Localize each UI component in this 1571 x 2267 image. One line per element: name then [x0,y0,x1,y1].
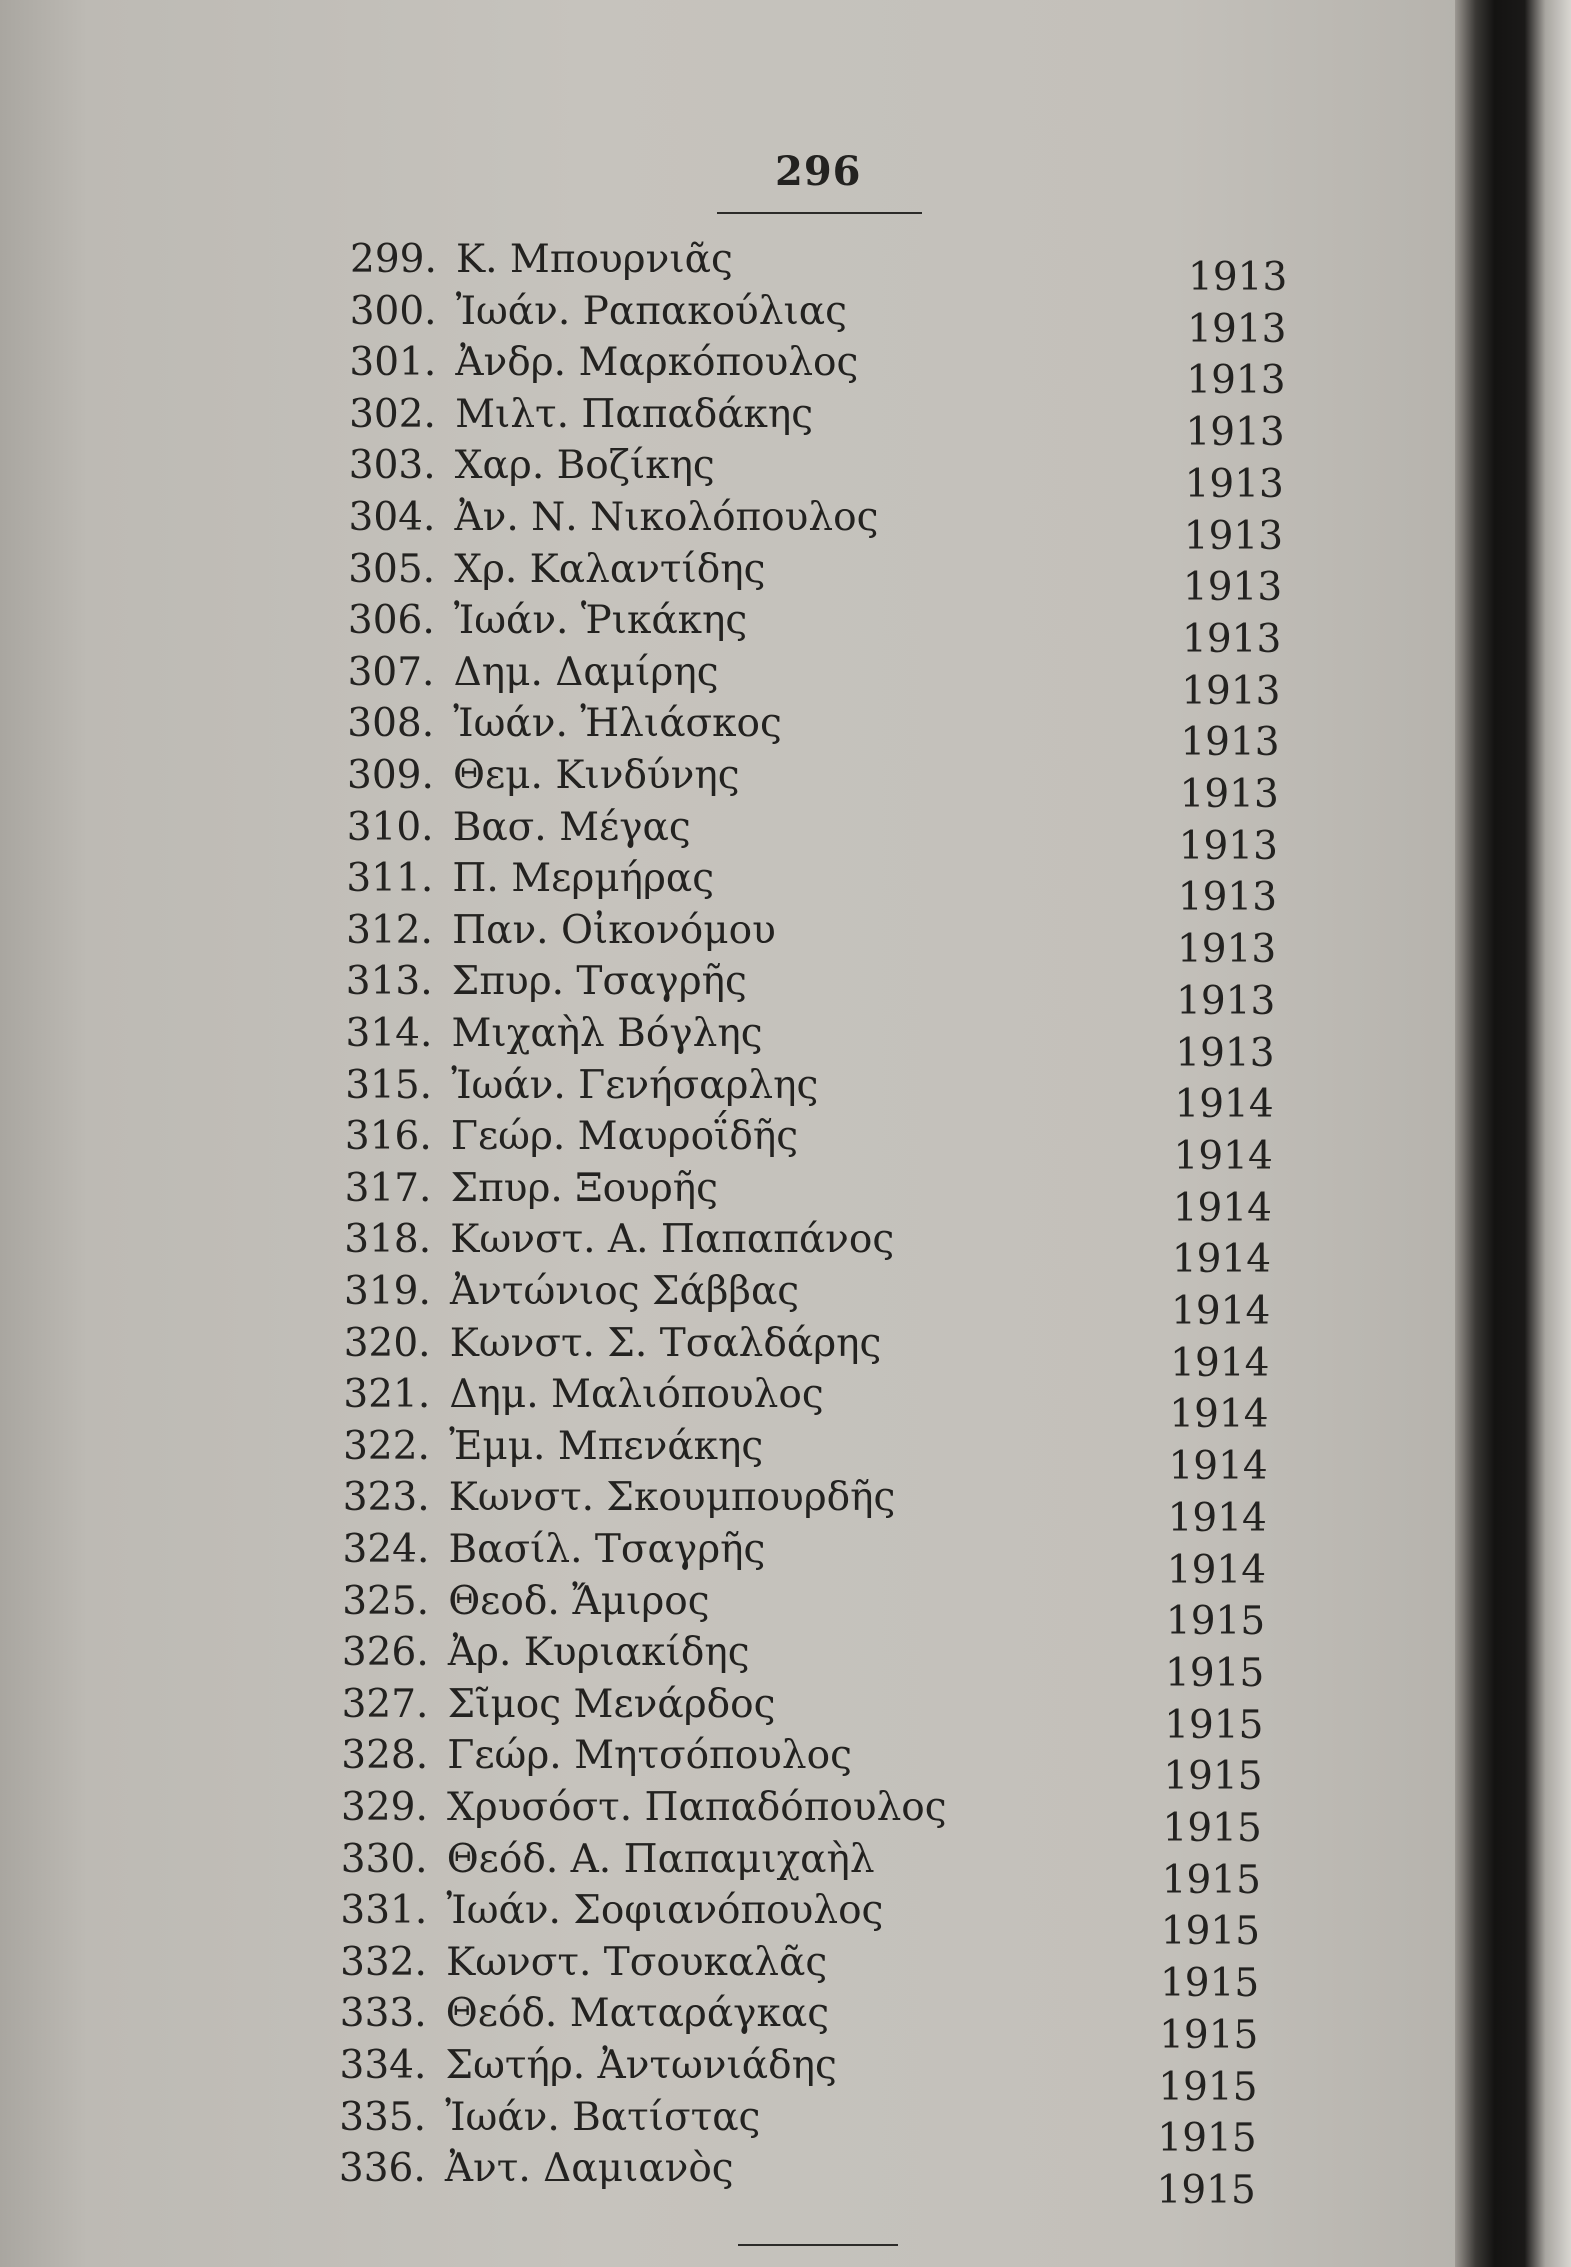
entry-year: 1913 [1176,927,1277,973]
entry-year: 1914 [1172,1185,1272,1231]
entry-year: 1913 [1185,410,1285,456]
entry-name: Ἀρ. Κυριακίδης [447,1630,750,1676]
entry-year: 1913 [1188,255,1288,300]
entry-name: Μιλτ. Παπαδάκης [455,391,814,437]
entry-name: Ἀνδρ. Μαρκόπουλος [455,340,859,386]
entry-number: 316. [344,1114,432,1160]
entry-year: 1915 [1161,1857,1261,1903]
entry-name: Ἰωάν. Βατίστας [445,2094,761,2140]
entry-year: 1913 [1177,875,1278,921]
entry-number: 311. [346,856,434,902]
entry-name: Βασ. Μέγας [452,804,691,850]
entry-name: Χαρ. Βοζίκης [454,443,715,489]
entry-year: 1913 [1187,306,1287,352]
entry-year: 1915 [1156,2167,1256,2213]
entry-number: 325. [342,1578,430,1624]
entry-number: 305. [348,546,436,592]
entry-name: Θεόδ. Α. Παπαμιχαὴλ [446,1836,875,1882]
entry-number: 301. [349,340,437,386]
entry-number: 315. [345,1062,433,1108]
entry-name: Παν. Οἰκονόμου [452,907,776,953]
entry-number: 326. [341,1630,429,1676]
entry-name: Ἰωάν. Ῥικάκης [453,598,748,644]
entry-name: Βασίλ. Τσαγρῆς [448,1527,766,1572]
entry-number: 322. [343,1423,430,1469]
entry-name: Ἰωάν. Ραπακούλιας [455,288,847,334]
entry-year: 1915 [1164,1702,1264,1748]
entry-number: 306. [347,598,435,644]
entry-year: 1915 [1165,1650,1265,1696]
entry-name: Θεοδ. Ἄμιρος [448,1578,710,1624]
entry-number: 331. [340,1888,428,1934]
entry-year: 1915 [1159,2012,1259,2058]
entry-name: Ἰωάν. Γενήσαρλης [451,1062,819,1108]
entry-number: 330. [340,1836,428,1882]
entry-number: 314. [345,1011,433,1056]
entry-year: 1913 [1182,616,1282,662]
entry-number: 309. [347,753,434,798]
entry-name: Ἀντ. Δαμιανὸς [444,2146,734,2192]
entry-year: 1913 [1180,720,1280,766]
entry-number: 327. [341,1681,429,1727]
entry-year: 1914 [1168,1444,1268,1490]
entry-name: Γεώρ. Μητσόπουλος [447,1733,852,1779]
entry-number: 329. [341,1785,428,1830]
page-number: 296 [775,148,862,195]
entry-number: 321. [343,1372,431,1418]
entry-year: 1913 [1176,978,1276,1024]
entry-number: 317. [344,1165,432,1211]
entry-year: 1913 [1178,823,1278,869]
entry-year: 1914 [1167,1495,1267,1541]
entry-number: 302. [349,391,436,437]
entry-number: 312. [346,907,433,953]
entry-name: Θεόδ. Ματαράγκας [445,1991,830,2037]
entry-number: 320. [343,1320,431,1366]
entry-year: 1913 [1183,513,1284,559]
entry-year: 1914 [1170,1340,1270,1386]
entry-number: 335. [339,2094,427,2140]
entry-number: 303. [348,443,436,489]
book-binding-shadow [1455,0,1571,2267]
entry-name: Κωνστ. Τσουκαλᾶς [446,1939,828,1985]
entry-number: 332. [340,1939,427,1985]
entry-number: 307. [347,649,435,695]
entry-name: Κωνστ. Σκουμπουρδῆς [448,1475,896,1521]
entry-name: Σῖμος Μενάρδος [447,1681,776,1727]
entry-name: Ἰωάν. Ἠλιάσκος [453,701,782,747]
entry-number: 310. [346,804,434,850]
entry-name: Γεώρ. Μαυροΐδῆς [450,1114,799,1160]
entry-year: 1913 [1184,461,1284,507]
entry-name: Θεμ. Κινδύνης [453,753,740,798]
entry-year: 1915 [1160,1909,1261,1955]
entry-name: Ἀν. Ν. Νικολόπουλος [454,495,879,540]
entry-number: 328. [341,1733,429,1779]
entry-name: Σπυρ. Τσαγρῆς [451,959,747,1005]
entry-number: 300. [349,288,437,334]
entry-name: Κωνστ. Α. Παπαπάνος [450,1217,895,1263]
entry-year: 1915 [1157,2116,1257,2162]
entry-number: 299. [350,237,437,282]
entry-year: 1915 [1162,1806,1262,1851]
entry-name: Χρ. Καλαντίδης [454,546,766,592]
entry-name: Σπυρ. Ξουρῆς [450,1165,718,1211]
entry-year: 1913 [1186,358,1286,404]
entry-number: 308. [347,701,435,747]
entry-year: 1913 [1179,772,1279,817]
entry-year: 1914 [1169,1392,1269,1438]
entry-year: 1914 [1166,1547,1267,1593]
entry-number: 323. [342,1475,430,1521]
entry-number: 334. [339,2043,427,2088]
entry-number: 318. [344,1217,432,1263]
entry-number: 333. [339,1991,427,2037]
entry-number: 324. [342,1527,430,1572]
entry-name: Κ. Μπουρνιᾶς [456,237,733,282]
entry-name: Χρυσόστ. Παπαδόπουλος [447,1785,947,1830]
entry-year: 1913 [1181,668,1281,714]
footer-rule [738,2244,898,2246]
entry-name: Κωνστ. Σ. Τσαλδάρης [449,1320,882,1366]
header-rule [717,212,922,214]
entry-name: Δημ. Δαμίρης [453,649,719,695]
entry-number: 319. [344,1269,431,1314]
entry-name: Ἰωάν. Σοφιανόπουλος [446,1888,884,1934]
entry-year: 1914 [1173,1133,1273,1179]
entry-year: 1915 [1159,1961,1260,2007]
entry-number: 336. [338,2146,426,2192]
entry-name: Σωτήρ. Ἀντωνιάδης [445,2043,837,2088]
entry-year: 1914 [1171,1237,1272,1283]
entry-name: Ἐμμ. Μπενάκης [449,1423,764,1469]
entry-name: Π. Μερμήρας [452,856,715,902]
entry-year: 1913 [1182,565,1283,611]
entry-year: 1913 [1175,1030,1275,1076]
entry-year: 1915 [1163,1754,1263,1800]
entry-name: Μιχαὴλ Βόγλης [451,1011,763,1056]
entry-name: Δημ. Μαλιόπουλος [449,1372,824,1418]
entry-year: 1914 [1174,1082,1274,1128]
entry-number: 304. [348,495,436,540]
entry-name: Ἀντώνιος Σάββας [450,1269,800,1314]
entry-year: 1915 [1158,2064,1258,2110]
entry-year: 1915 [1165,1599,1266,1645]
entry-number: 313. [345,959,433,1005]
entry-year: 1914 [1171,1289,1271,1334]
